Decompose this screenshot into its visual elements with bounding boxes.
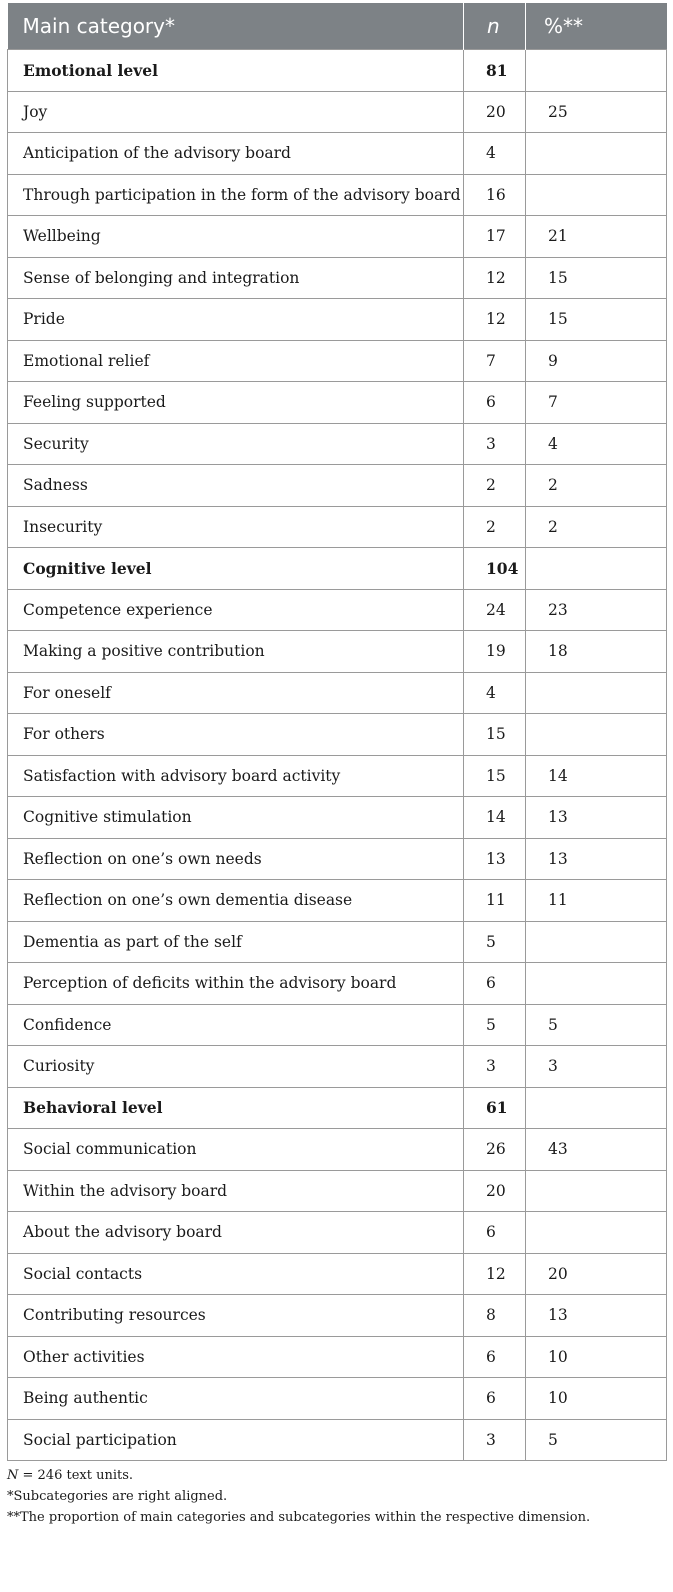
- percent-cell: [526, 672, 667, 714]
- percent-cell: [526, 133, 667, 175]
- table-row: [8, 423, 667, 465]
- category-label: Dementia as part of the self: [8, 921, 464, 963]
- percent-cell: 13: [526, 797, 667, 839]
- category-label: Reflection on one’s own needs: [8, 838, 464, 880]
- count-cell: 14: [464, 797, 526, 839]
- count-cell: 5: [464, 1004, 526, 1046]
- table-body: [8, 50, 667, 1461]
- count-cell: 2: [464, 465, 526, 507]
- percent-cell: 5: [526, 1004, 667, 1046]
- percent-cell: [526, 50, 667, 92]
- percent-cell: [526, 963, 667, 1005]
- count-cell: 61: [464, 1087, 526, 1129]
- table-row: [8, 1253, 667, 1295]
- count-cell: 12: [464, 299, 526, 341]
- percent-cell: 14: [526, 755, 667, 797]
- category-label: Perception of deficits within the advisory board: [8, 963, 464, 1005]
- count-cell: 6: [464, 1378, 526, 1420]
- table-row: [8, 133, 667, 175]
- table-row: [8, 1046, 667, 1088]
- percent-cell: [526, 921, 667, 963]
- percent-cell: 2: [526, 465, 667, 507]
- count-cell: 20: [464, 1170, 526, 1212]
- footnote-subcategories: *Subcategories are right aligned.: [7, 1489, 228, 1504]
- count-cell: 15: [464, 714, 526, 756]
- category-label: Being authentic: [8, 1378, 464, 1420]
- main-category-row: [8, 1087, 667, 1129]
- count-cell: 6: [464, 1212, 526, 1254]
- count-cell: 24: [464, 589, 526, 631]
- count-cell: 7: [464, 340, 526, 382]
- category-label: Security: [8, 423, 464, 465]
- category-label: Behavioral level: [8, 1087, 464, 1129]
- category-label: Reflection on one’s own dementia disease: [8, 880, 464, 922]
- percent-cell: 15: [526, 257, 667, 299]
- percent-cell: 7: [526, 382, 667, 424]
- category-label: Within the advisory board: [8, 1170, 464, 1212]
- percent-cell: 10: [526, 1336, 667, 1378]
- table-row: [8, 1170, 667, 1212]
- count-cell: 3: [464, 423, 526, 465]
- table-row: [8, 755, 667, 797]
- table-row: [8, 797, 667, 839]
- footnote-total: [7, 1465, 666, 1486]
- category-label: Joy: [8, 91, 464, 133]
- count-cell: 12: [464, 1253, 526, 1295]
- count-cell: 3: [464, 1419, 526, 1461]
- table-row: [8, 589, 667, 631]
- category-label: Pride: [8, 299, 464, 341]
- count-cell: 4: [464, 672, 526, 714]
- table-row: [8, 963, 667, 1005]
- table-header: [8, 3, 667, 50]
- percent-cell: 5: [526, 1419, 667, 1461]
- percent-cell: 4: [526, 423, 667, 465]
- table-row: [8, 838, 667, 880]
- category-label: Social participation: [8, 1419, 464, 1461]
- table-row: [8, 631, 667, 673]
- category-label: Anticipation of the advisory board: [8, 133, 464, 175]
- table-row: [8, 340, 667, 382]
- count-cell: 15: [464, 755, 526, 797]
- category-label: Confidence: [8, 1004, 464, 1046]
- table-row: [8, 921, 667, 963]
- footnote-proportion: **The proportion of main categories and subcategories within the respective dimension.: [7, 1510, 591, 1525]
- table-row: [8, 1004, 667, 1046]
- category-label: Sense of belonging and integration: [8, 257, 464, 299]
- count-cell: 16: [464, 174, 526, 216]
- category-label: Contributing resources: [8, 1295, 464, 1337]
- percent-cell: 11: [526, 880, 667, 922]
- category-label: About the advisory board: [8, 1212, 464, 1254]
- count-cell: 19: [464, 631, 526, 673]
- category-label: Satisfaction with advisory board activity: [8, 755, 464, 797]
- category-label: Curiosity: [8, 1046, 464, 1088]
- category-label: Social communication: [8, 1129, 464, 1171]
- table-row: [8, 672, 667, 714]
- category-label: Social contacts: [8, 1253, 464, 1295]
- count-cell: 26: [464, 1129, 526, 1171]
- count-cell: 2: [464, 506, 526, 548]
- percent-cell: 20: [526, 1253, 667, 1295]
- main-category-row: [8, 50, 667, 92]
- percent-cell: 23: [526, 589, 667, 631]
- table-row: [8, 1212, 667, 1254]
- percent-cell: 15: [526, 299, 667, 341]
- footnote-n-symbol: N: [7, 1468, 19, 1483]
- category-label: Cognitive stimulation: [8, 797, 464, 839]
- count-cell: 4: [464, 133, 526, 175]
- category-label: Insecurity: [8, 506, 464, 548]
- category-table: [7, 3, 667, 1461]
- count-cell: 3: [464, 1046, 526, 1088]
- percent-cell: [526, 714, 667, 756]
- percent-cell: 43: [526, 1129, 667, 1171]
- category-label: Through participation in the form of the advisory board: [8, 174, 464, 216]
- count-cell: 13: [464, 838, 526, 880]
- table-row: [8, 1336, 667, 1378]
- percent-cell: [526, 1212, 667, 1254]
- count-cell: 6: [464, 963, 526, 1005]
- count-cell: 11: [464, 880, 526, 922]
- percent-cell: 3: [526, 1046, 667, 1088]
- table-row: [8, 880, 667, 922]
- table-row: [8, 91, 667, 133]
- count-cell: 8: [464, 1295, 526, 1337]
- percent-cell: [526, 174, 667, 216]
- header-n: n: [464, 3, 526, 50]
- table-row: [8, 299, 667, 341]
- count-cell: 20: [464, 91, 526, 133]
- percent-cell: [526, 1087, 667, 1129]
- count-cell: 12: [464, 257, 526, 299]
- table-container: [7, 3, 666, 1528]
- percent-cell: 21: [526, 216, 667, 258]
- category-label: Making a positive contribution: [8, 631, 464, 673]
- count-cell: 104: [464, 548, 526, 590]
- category-label: Cognitive level: [8, 548, 464, 590]
- percent-cell: 9: [526, 340, 667, 382]
- header-percent: %**: [526, 3, 667, 50]
- percent-cell: [526, 1170, 667, 1212]
- table-row: [8, 1129, 667, 1171]
- category-label: Emotional relief: [8, 340, 464, 382]
- table-row: [8, 714, 667, 756]
- main-category-row: [8, 548, 667, 590]
- table-row: [8, 174, 667, 216]
- table-row: [8, 257, 667, 299]
- percent-cell: 25: [526, 91, 667, 133]
- table-row: [8, 465, 667, 507]
- count-cell: 17: [464, 216, 526, 258]
- count-cell: 6: [464, 1336, 526, 1378]
- percent-cell: 2: [526, 506, 667, 548]
- percent-cell: 13: [526, 1295, 667, 1337]
- table-row: [8, 506, 667, 548]
- percent-cell: 10: [526, 1378, 667, 1420]
- footnote-n-text: = 246 text units.: [18, 1468, 134, 1483]
- category-label: Sadness: [8, 465, 464, 507]
- count-cell: 81: [464, 50, 526, 92]
- footnotes: [7, 1465, 666, 1528]
- count-cell: 6: [464, 382, 526, 424]
- category-label: Other activities: [8, 1336, 464, 1378]
- table-row: [8, 1419, 667, 1461]
- table-row: [8, 1378, 667, 1420]
- percent-cell: 13: [526, 838, 667, 880]
- count-cell: 5: [464, 921, 526, 963]
- category-label: Competence experience: [8, 589, 464, 631]
- table-row: [8, 382, 667, 424]
- category-label: Feeling supported: [8, 382, 464, 424]
- category-label: For oneself: [8, 672, 464, 714]
- category-label: Wellbeing: [8, 216, 464, 258]
- header-main-category: Main category*: [8, 3, 464, 50]
- category-label: For others: [8, 714, 464, 756]
- percent-cell: [526, 548, 667, 590]
- table-row: [8, 216, 667, 258]
- category-label: Emotional level: [8, 50, 464, 92]
- table-row: [8, 1295, 667, 1337]
- percent-cell: 18: [526, 631, 667, 673]
